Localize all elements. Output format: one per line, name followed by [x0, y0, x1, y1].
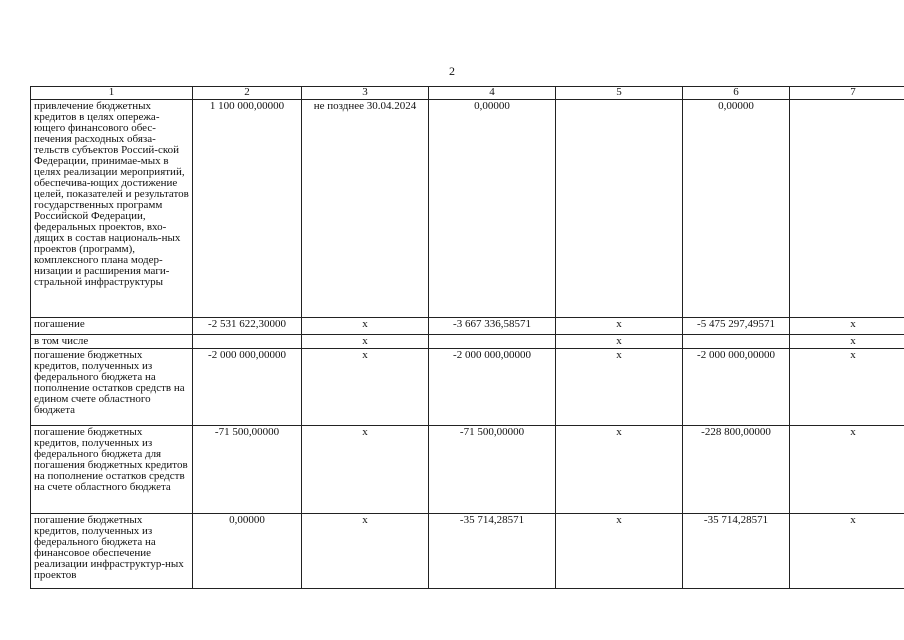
cell-col-4 — [429, 335, 556, 349]
cell-amount: 1 100 000,00000 — [193, 100, 302, 318]
cell-col-5: х — [556, 335, 683, 349]
header-col-2: 2 — [193, 87, 302, 100]
cell-col-3: х — [302, 349, 429, 426]
cell-col-3: х — [302, 335, 429, 349]
cell-col-4: -2 000 000,00000 — [429, 349, 556, 426]
row-description: погашение бюджетных кредитов, полученных из федерального бюджета на пополнение остатков средств на едином счете областного бюджета — [31, 349, 193, 426]
cell-col-7 — [790, 100, 904, 318]
header-col-1: 1 — [31, 87, 193, 100]
table-row — [31, 318, 904, 335]
cell-col-7: х — [790, 335, 904, 349]
budget-table — [30, 86, 904, 589]
header-col-6: 6 — [683, 87, 790, 100]
cell-col-3: не позднее 30.04.2024 — [302, 100, 429, 318]
header-col-4: 4 — [429, 87, 556, 100]
cell-amount: -2 531 622,30000 — [193, 318, 302, 335]
row-description: погашение — [31, 318, 193, 335]
cell-col-6: 0,00000 — [683, 100, 790, 318]
row-description: в том числе — [31, 335, 193, 349]
cell-col-7: х — [790, 514, 904, 589]
cell-col-3: х — [302, 426, 429, 514]
cell-col-6 — [683, 335, 790, 349]
cell-col-4: 0,00000 — [429, 100, 556, 318]
cell-col-3: х — [302, 318, 429, 335]
row-description: погашение бюджетных кредитов, полученных из федерального бюджета для погашения бюджетных кредитов на пополнение остатков средств на счете областного бюджета — [31, 426, 193, 514]
cell-amount: 0,00000 — [193, 514, 302, 589]
cell-col-5: х — [556, 426, 683, 514]
cell-col-4: -71 500,00000 — [429, 426, 556, 514]
cell-col-6: -228 800,00000 — [683, 426, 790, 514]
header-col-7: 7 — [790, 87, 904, 100]
cell-col-6: -2 000 000,00000 — [683, 349, 790, 426]
page-number: 2 — [449, 64, 455, 78]
table-row — [31, 349, 904, 426]
cell-col-5: х — [556, 349, 683, 426]
row-description: привлечение бюджетных кредитов в целях опережа-ющего финансового обес-печения расходных обяза-тельств субъектов Россий-ской Федерации, принимае-мых в целях реализации мероприятий, обеспечива-ющих достижение целей, показателей и результатов государственных программ Российской Федерации, федеральных проектов, вхо-дящих в состав националь-ных проектов (программ), комплексного плана модер-низации и расширения маги-стральной инфраструктуры — [31, 100, 193, 318]
table-row — [31, 514, 904, 589]
cell-amount: -2 000 000,00000 — [193, 349, 302, 426]
row-description: погашение бюджетных кредитов, полученных из федерального бюджета на финансовое обеспечение реализации инфраструктур-ных проектов — [31, 514, 193, 589]
cell-col-4: -35 714,28571 — [429, 514, 556, 589]
cell-col-6: -5 475 297,49571 — [683, 318, 790, 335]
cell-col-7: х — [790, 426, 904, 514]
cell-amount: -71 500,00000 — [193, 426, 302, 514]
cell-col-5 — [556, 100, 683, 318]
cell-col-7: х — [790, 318, 904, 335]
cell-col-3: х — [302, 514, 429, 589]
cell-col-5: х — [556, 514, 683, 589]
cell-col-5: х — [556, 318, 683, 335]
cell-col-4: -3 667 336,58571 — [429, 318, 556, 335]
table-row — [31, 426, 904, 514]
cell-col-6: -35 714,28571 — [683, 514, 790, 589]
table-row — [31, 335, 904, 349]
cell-col-7: х — [790, 349, 904, 426]
cell-amount — [193, 335, 302, 349]
header-row — [31, 87, 904, 100]
table-row — [31, 100, 904, 318]
header-col-5: 5 — [556, 87, 683, 100]
header-col-3: 3 — [302, 87, 429, 100]
